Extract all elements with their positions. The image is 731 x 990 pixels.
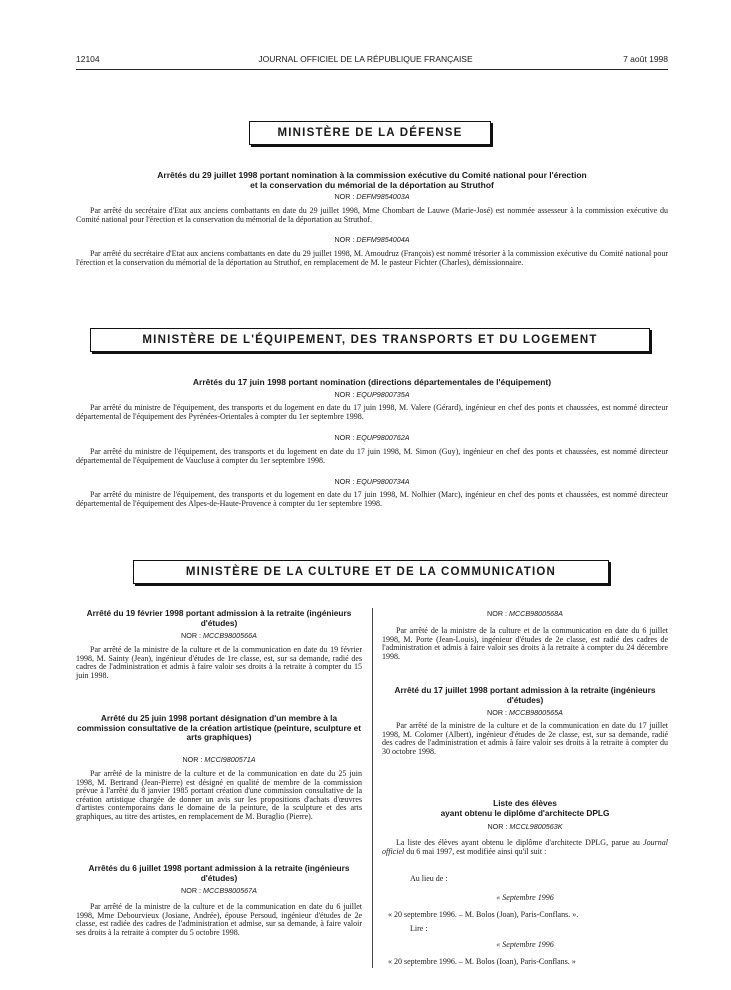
defense-nor-1 [76,192,668,201]
culture-left-nor-3 [76,886,362,895]
nor-label: NOR : [487,609,507,618]
nor-label: NOR : [487,822,508,831]
culture-left-title-2: Arrêté du 25 juin 1998 portant désignation d'un membre à la commission consultative de la création artistique (peinture, sculpture et arts graphiques) [76,713,361,742]
nor-code: MCCB9800566A [203,631,257,640]
lire: Lire : [410,924,428,933]
nor-label: NOR : [182,755,203,764]
equipement-paragraph-2: Par arrêté du ministre de l'équipement, des transports et du logement en date du 17 juin 1998, M. Simon (Guy), ingénieur en chef des ponts et chaussées, est nommé directeur départemental de l'équipement de Vaucluse à compter du 1er septembre 1998. [76,447,668,465]
nor-label: NOR : [181,886,201,895]
ministry-box-culture: MINISTÈRE DE LA CULTURE ET DE LA COMMUNICATION [133,560,609,584]
column-divider [372,608,373,968]
entry-old: « 20 septembre 1996. – M. Bolos (Joan), Paris-Conflans. ». [388,910,579,919]
defense-title-line-1: Arrêtés du 29 juillet 1998 portant nomination à la commission exécutive du Comité national pour l'érection [157,170,587,180]
culture-left-title-3: Arrêtés du 6 juillet 1998 portant admission à la retraite (ingénieurs d'études) [88,863,350,883]
culture-left-nor-1 [76,631,362,640]
nor-label: NOR : [334,433,355,442]
nor-code: MCCB9800565A [509,708,563,717]
equipement-nor-1 [76,390,668,399]
defense-paragraph-1: Par arrêté du secrétaire d'Etat aux anciens combattants en date du 29 juillet 1998, Mme Chombart de Lauwe (Marie-José) est nommée assesseur à la commission exécutive du Comité national pour l'érection et la conservation du mémorial de la déportation au Struthof. [76,206,668,224]
nor-code: MCCL9800563K [509,822,563,831]
month-heading-1: « Septembre 1996 [496,893,554,902]
page-number: 12104 [76,54,100,64]
paragraph-text: du 6 mai 1997, est modifiée ainsi qu'il suit : [406,846,547,856]
nor-code: MCCB9800567A [203,886,257,895]
culture-left-nor-2 [76,755,362,764]
header-rule [76,69,668,70]
nor-code: MCCI9800571A [204,755,256,764]
defense-title-line-2: et la conservation du mémorial de la déportation au Struthof [250,180,494,190]
culture-right-nor-2 [382,708,668,717]
culture-right-nor-1 [382,609,668,618]
nor-label: NOR : [334,390,355,399]
culture-right-title-3-line-1: Liste des élèves [493,798,557,808]
culture-left-paragraph-2: Par arrêté de la ministre de la culture et de la communication en date du 25 juin 1998, M. Bertrand (Jean-Pierre) est désigné en qualité de membre de la commission prévue à l'arrêté du 8 janvier 1985 portant création d'une commission consultative de la création artistique chargée de donner un avis sur les propositions d'achats d'œuvres d'artistes contemporains dans le domaine de la peinture, de la sculpture et des arts graphiques, au titre des artistes, en remplacement de M. Buraglio (Pierre). [76,769,362,821]
culture-right-paragraph-3 [382,839,668,856]
culture-right-title-3-line-2: ayant obtenu le diplôme d'architecte DPLG [440,808,610,818]
nor-code: EQUP9800762A [356,433,410,442]
ministry-box-defense: MINISTÈRE DE LA DÉFENSE [249,121,491,145]
month-heading-2: « Septembre 1996 [496,940,554,949]
equipement-paragraph-3: Par arrêté du ministre de l'équipement, des transports et du logement en date du 17 juin 1998, M. Nolhier (Marc), ingénieur en chef des ponts et chaussées, est nommé directeur départemental de l'équipement des Alpes-de-Haute-Provence à compter du 1er septembre 1998. [76,490,668,508]
journal-reference: Journal officiel [382,838,669,856]
nor-code: EQUP9800734A [356,477,410,486]
culture-right-nor-3 [382,822,668,831]
journal-title: JOURNAL OFFICIEL DE LA RÉPUBLIQUE FRANÇAISE [258,54,473,64]
culture-right-title-2: Arrêté du 17 juillet 1998 portant admission à la retraite (ingénieurs d'études) [394,685,656,705]
nor-code: DEFM9854004A [356,235,410,244]
nor-code: MCCB9800568A [509,609,563,618]
equipement-nor-3 [76,477,668,486]
issue-date: 7 août 1998 [623,54,668,64]
entry-new: « 20 septembre 1996. – M. Bolos (Ioan), Paris-Conflans. » [388,957,576,966]
defense-paragraph-2: Par arrêté du secrétaire d'Etat aux anciens combattants en date du 29 juillet 1998, M. Amoudruz (François) est nommé trésorier à la commission exécutive du Comité national pour l'érection et la conservation du mémorial de la déportation au Struthof, en remplacement de M. le pasteur Fichter (Charles), démissionnaire. [76,249,668,267]
culture-left-title-1: Arrêté du 19 février 1998 portant admission à la retraite (ingénieurs d'études) [86,608,352,628]
culture-left-paragraph-3: Par arrêté de la ministre de la culture et de la communication en date du 6 juillet 1998, Mme Debourvieux (Josiane, Andrée), épouse Persoud, ingénieur d'études de 2e classe, est radiée des cadres de l'administration et admise, sur sa demande, à faire valoir ses droits à la retraite à compter du 5 octobre 1998. [76,902,362,937]
nor-code: DEFM9854003A [356,192,410,201]
equipement-nor-2 [76,433,668,442]
culture-right-paragraph-2: Par arrêté de la ministre de la culture et de la communication en date du 17 juillet 1998, M. Colomer (Albert), ingénieur d'études de 2e classe, est, sur sa demande, radié des cadres de l'administration et admis à faire valoir ses droits à la retraite à compter du 30 octobre 1998. [382,721,668,756]
nor-label: NOR : [487,708,507,717]
equipement-paragraph-1: Par arrêté du ministre de l'équipement, des transports et du logement en date du 17 juin 1998, M. Valere (Gérard), ingénieur en chef des ponts et chaussées, est nommé directeur départemental de l'équipement des Pyrénées-Orientales à compter du 1er septembre 1998. [76,403,668,421]
nor-code: EQUP9800735A [356,390,410,399]
nor-label: NOR : [181,631,201,640]
culture-right-paragraph-1: Par arrêté de la ministre de la culture et de la communication en date du 6 juillet 1998, M. Porte (Jean-Louis), ingénieur d'études de 2e classe, est radié des cadres de l'administration et admis à faire valoir ses droits à la retraite à compter du 24 décembre 1998. [382,626,668,661]
defense-nor-2 [76,235,668,244]
nor-label: NOR : [334,192,355,201]
nor-label: NOR : [334,235,355,244]
nor-label: NOR : [334,477,355,486]
culture-left-paragraph-1: Par arrêté de la ministre de la culture et de la communication en date du 19 février 1998, M. Sainty (Jean), ingénieur d'études de 1re classe, est, sur sa demande, radié des cadres de l'administration et admis à faire valoir ses droits à la retraite à compter du 15 juin 1998. [76,645,362,680]
ministry-box-equipement: MINISTÈRE DE L'ÉQUIPEMENT, DES TRANSPORTS ET DU LOGEMENT [90,328,650,352]
paragraph-text: La liste des élèves ayant obtenu le diplôme d'architecte DPLG, parue au [396,838,640,847]
equipement-title: Arrêtés du 17 juin 1998 portant nomination (directions départementales de l'équipement) [192,377,552,387]
au-lieu-de: Au lieu de : [410,874,448,883]
